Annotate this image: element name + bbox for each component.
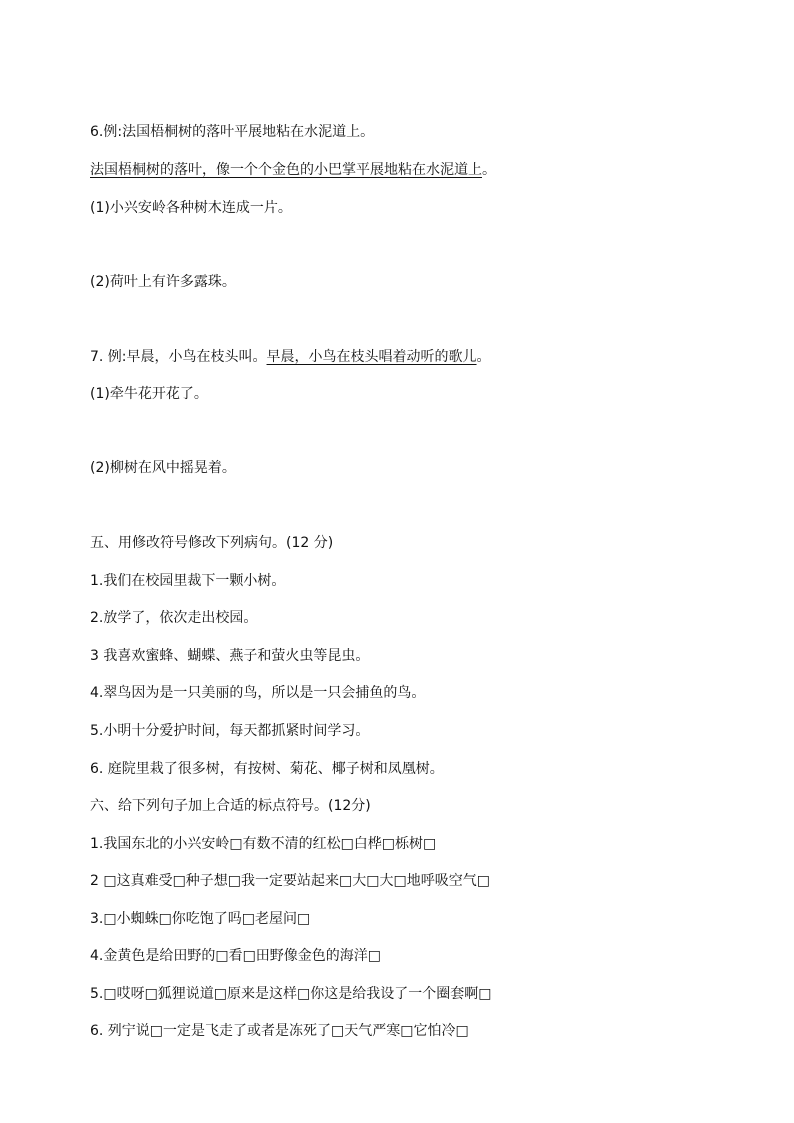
section5-item: 5.小明十分爱护时间，每天都抓紧时间学习。 [90, 723, 370, 739]
q6-item-1: (1)小兴安岭各种树木连成一片。 [90, 200, 292, 216]
q7-answer-end: 。 [476, 349, 491, 365]
section5-item: 2.放学了，依次走出校园。 [90, 610, 258, 626]
section6-item: 1.我国东北的小兴安岭□有数不清的红松□白桦□栎树□ [90, 836, 437, 852]
section5-item: 6. 庭院里栽了很多树，有按树、菊花、椰子树和凤凰树。 [90, 761, 444, 777]
q7-example [90, 347, 491, 367]
q6-item-2: (2)荷叶上有许多露珠。 [90, 274, 236, 290]
q7-item-2: (2)柳树在风中摇晃着。 [90, 460, 236, 476]
section5-item: 3 我喜欢蜜蜂、蝴蝶、燕子和萤火虫等昆虫。 [90, 648, 370, 664]
section6-item: 6. 列宁说□一定是飞走了或者是冻死了□天气严寒□它怕冷□ [90, 1023, 469, 1039]
section6-item: 4.金黄色是给田野的□看□田野像金色的海洋□ [90, 948, 382, 964]
q7-item-1: (1)牵牛花开花了。 [90, 386, 208, 402]
q6-example: 6.例:法国梧桐树的落叶平展地粘在水泥道上。 [90, 124, 375, 140]
section5-item: 1.我们在校园里裁下一颗小树。 [90, 573, 286, 589]
section5-item: 4.翠鸟因为是一只美丽的鸟，所以是一只会捕鱼的鸟。 [90, 685, 426, 701]
q6-example-answer [90, 160, 496, 180]
q7-answer-underlined: 早晨，小鸟在枝头唱着动听的歌儿 [266, 349, 477, 365]
section6-item: 3.□小蜘蛛□你吃饱了吗□老屋问□ [90, 911, 311, 927]
section6-item: 5.□哎呀□狐狸说道□原来是这样□你这是给我设了一个圈套啊□ [90, 986, 492, 1002]
section5-title: 五、用修改符号修改下列病句。(12 分) [90, 535, 334, 551]
q7-example-prefix: 7. 例:早晨，小鸟在枝头叫。 [90, 349, 267, 365]
q6-answer-end: 。 [482, 162, 496, 178]
section6-title: 六、给下列句子加上合适的标点符号。(12分) [90, 798, 371, 814]
q6-answer-underlined: 法国梧桐树的落叶，像一个个金色的小巴掌平展地粘在水泥道上 [90, 162, 482, 178]
section6-item: 2 □这真难受□种子想□我一定要站起来□大□大□地呼吸空气□ [90, 873, 490, 889]
